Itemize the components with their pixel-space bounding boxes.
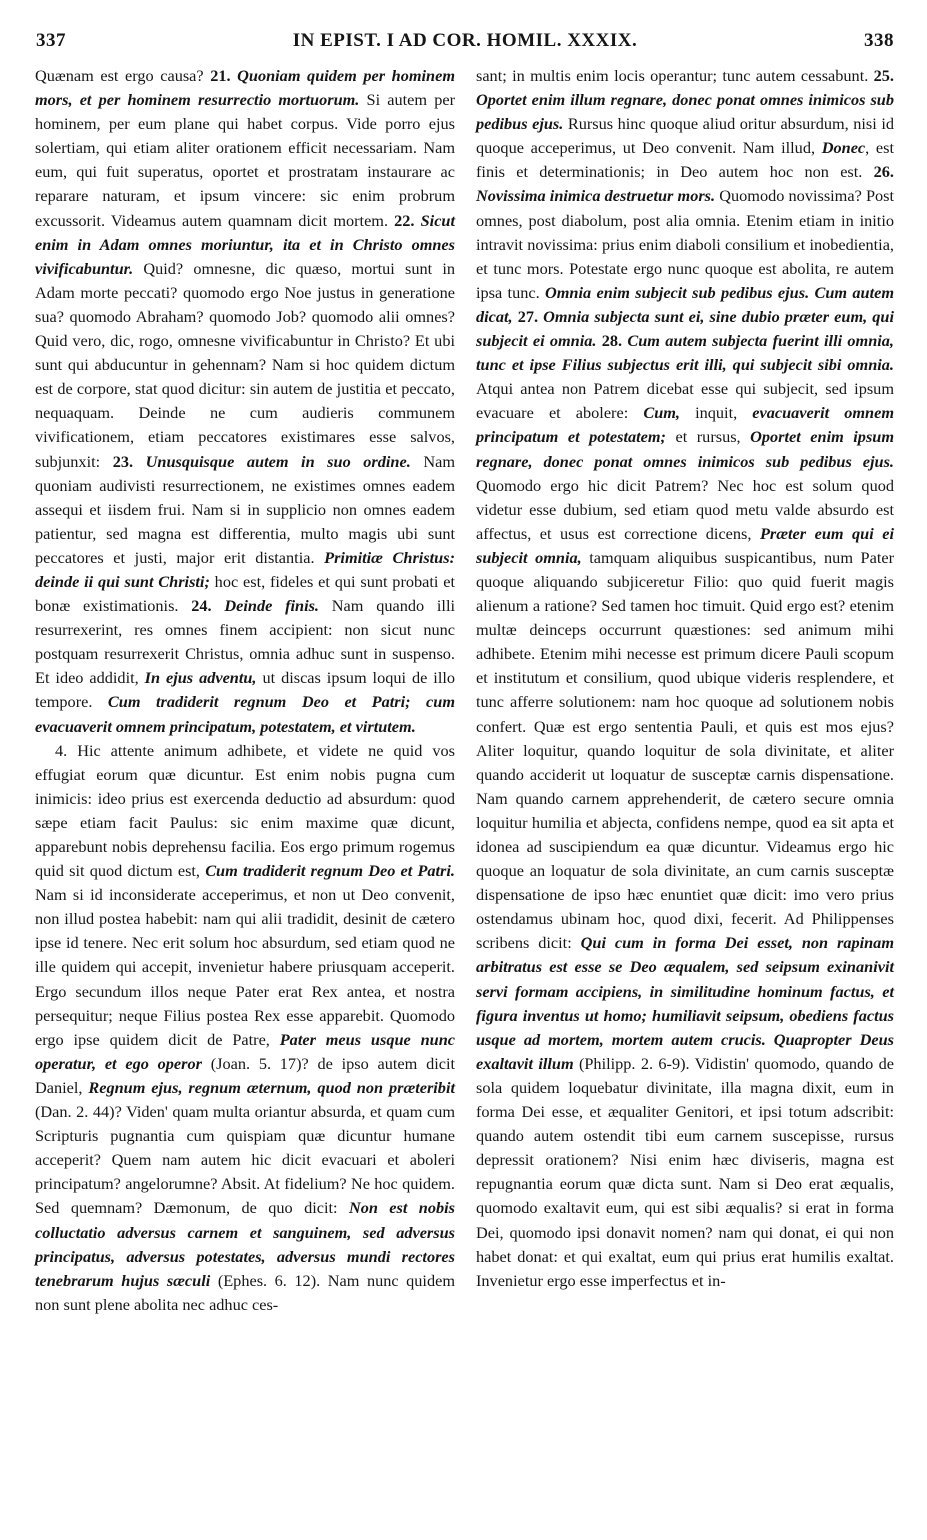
italic-quotation: Quoniam quidem per hominem mors, et per hominem resurrectio mortuorum. bbox=[35, 66, 455, 110]
verse-number: 25. bbox=[873, 66, 894, 85]
italic-quotation: Non est nobis colluctatio adversus carnem et sanguinem, sed adversus principatus, adversus potestates, adversus mundi rectores tenebrarum hujus sæculi bbox=[35, 1198, 455, 1290]
italic-quotation: Omnia enim subjecit sub pedibus ejus. Cum autem dicat, bbox=[476, 282, 894, 326]
paragraph bbox=[35, 739, 455, 1317]
verse-number: 28. bbox=[601, 331, 628, 351]
italic-quotation: Qui cum in forma Dei esset, non rapinam arbitratus est esse se Deo æqualem, sed seipsum exinanivit servi formam accipiens, in similitudine hominum factus, et figura inventus ut homo; humiliavit seipsum, obediens factus usque ad mortem, mortem autem crucis. Quapropter Deus exaltavit illum bbox=[476, 933, 894, 1073]
text-run: et rursus, bbox=[665, 427, 751, 447]
text-run: Quænam est ergo causa? bbox=[35, 66, 211, 85]
verse-number: 22. bbox=[394, 210, 421, 230]
italic-quotation: Deinde finis. bbox=[224, 596, 320, 616]
italic-quotation: Primitiæ Christus: deinde ii qui sunt Christi; bbox=[35, 547, 455, 591]
text-run: tamquam aliquibus suspicantibus, num Pater quoque aliquando subjiceretur Filio: quo quid fuerit magis alienum a ratione? Sed tamen hoc timuit. Quid ergo est? etenim multæ deinceps occurrunt quæstiones: sed animum mihi adhibete. Etenim mihi necesse est primum dicere Pauli scopum et institutum et consilium, quod ubique videris resplendere, et tunc afferre solutionem: nam hoc quoque ad solutionem nobis confert. Quæ est ergo sententia Pauli, et quis est mos ejus? Aliter loquitur, quando loquitur de sola divinitate, et aliter quando acciderit ut loquatur de susceptæ carnis dispensatione. Nam quando carnem apprehenderit, de cætero secure omnia loquitur humilia et abjecta, confidens nempe, quod ea sit apta et idonea ad suscipiendum ea quæ dicuntur. Videamus ergo hic quoque an loquatur de sola divinitate, an cum carnis susceptæ dispensatione de ipso hæc enuntiet quæ dicit: imo vero prius ostendamus ubinam hoc, quod dixi, fecerit. Ad Philippenses scribens dicit: bbox=[476, 547, 894, 953]
paragraph bbox=[35, 64, 455, 739]
running-header bbox=[36, 30, 894, 60]
italic-quotation: evacuaverit omnem principatum et potestatem; bbox=[476, 403, 894, 447]
text-run: (Joan. 5. 17)? de ipso autem dicit Daniel, bbox=[35, 1053, 456, 1097]
italic-quotation: In ejus adventu, bbox=[144, 668, 257, 688]
text-run: Atqui antea non Patrem dicebat esse qui subjecit, sed ipsum evacuare et abolere: bbox=[476, 379, 894, 423]
text-run: inquit, bbox=[680, 403, 753, 423]
verse-number: 24. bbox=[191, 596, 225, 616]
text-run: Rursus hinc quoque aliud oritur absurdum, nisi id quoque acceperimus, ut Deo convenit. Nam illud, bbox=[476, 114, 894, 158]
italic-quotation: Unusquisque autem in suo ordine. bbox=[145, 451, 411, 471]
italic-quotation: Cum, bbox=[643, 403, 680, 423]
text-run: Nam quando illi resurrexerint, res omnes finem accipient: non sicut nunc postquam resurrexerit Christus, omnia adhuc sunt in suspenso. Et ideo addidit, bbox=[35, 596, 455, 688]
text-run: (Ephes. 6. 12). Nam nunc quidem non sunt plene abolita nec adhuc ces- bbox=[35, 1270, 455, 1314]
text-run: Si autem per hominem, per eum plane qui habet corpus. Vide porro ejus solertiam, qui etiam aliter orationem efficit necessariam. Nam eum, qui fuit superatus, oportet et prostratam instaurare ac reparare naturam, et ipsum vincere: sic enim probrum excussorit. Videamus autem quamnam dicit mortem. bbox=[35, 90, 455, 230]
verse-number: 27. bbox=[517, 306, 544, 326]
text-run: Quid? omnesne, dic quæso, mortui sunt in Adam morte peccati? quomodo ergo Noe justus in generatione sua? quomodo Abraham? quomodo Job? quomodo alii omnes? Quid vero, dic, rogo, omnesne vivificabuntur in Christo? Et ubi sunt qui abducuntur in gehennam? Nam si hoc quidem dictum est de corpore, stat quod dicitur: sin autem de justitia et peccato, nequaquam. Deinde ne cum audieris communem vivificationem, etiam peccatores existimares esse salvos, subjunxit: bbox=[35, 258, 455, 471]
text-run: ut discas ipsum loqui de illo tempore. bbox=[35, 668, 456, 712]
paragraph bbox=[476, 64, 894, 1293]
italic-quotation: Præter eum qui ei subjecit omnia, bbox=[476, 523, 894, 567]
text-run: Nam quoniam audivisti resurrectionem, ne existimes omnes eadem assequi et iisdem frui. Nam si in supplicio non omnes eadem patientur, sed magna est differentia, multo magis ubi sunt peccatores et justi, major erit distantia. bbox=[35, 451, 455, 567]
verse-number: 21. bbox=[210, 66, 238, 85]
italic-quotation: Novissima inimica destruetur mors. bbox=[476, 186, 716, 206]
italic-quotation: Omnia subjecta sunt ei, sine dubio præter eum, qui subjecit ei omnia. bbox=[476, 306, 894, 351]
italic-quotation: Regnum ejus, regnum æternum, quod non præteribit bbox=[88, 1077, 455, 1097]
italic-quotation: Pater meus usque nunc operatur, et ego operor bbox=[35, 1029, 455, 1073]
text-run: hoc est, fideles et qui sunt probati et bonæ existimationis. bbox=[35, 571, 455, 616]
text-run: Quomodo ergo hic dicit Patrem? Nec hoc est solum quod videtur esse dubium, sed etiam quod metu valde absurdo est affectus, et usus est correctione dicens, bbox=[476, 475, 894, 543]
italic-quotation: Donec bbox=[821, 138, 866, 158]
text-run: sant; in multis enim locis operantur; tunc autem cessabunt. bbox=[476, 66, 874, 85]
italic-quotation: Oportet enim ipsum regnare, donec ponat omnes inimicos sub pedibus ejus. bbox=[476, 427, 895, 471]
page-number-left: 337 bbox=[36, 30, 66, 51]
italic-quotation: Cum autem subjecta fuerint illi omnia, tunc et ipse Filius subjectus erit illi, qui subjecit sibi omnia. bbox=[476, 331, 894, 375]
text-run: (Dan. 2. 44)? Viden' quam multa oriantur absurda, et quam cum Scripturis pugnantia cum quispiam quæ dicuntur humane acceperit? Quem nam autem hic dicit evacuari et aboleri principatum? angelorumne? Absit. At fidelium? Ne hoc quidem. Sed quemnam? Dæmonum, de quo dicit: bbox=[35, 1102, 455, 1218]
verse-number: 23. bbox=[112, 451, 146, 471]
italic-quotation: Oportet enim illum regnare, donec ponat omnes inimicos sub pedibus ejus. bbox=[476, 90, 894, 134]
text-run: Quomodo novissima? Post omnes, post diabolum, post alia omnia. Etenim etiam in initio intravit novissima: prius enim diaboli consilium et inobedientia, et tunc mors. Potestate ergo nunc quoque est abolita, re autem ipsa tunc. bbox=[476, 186, 895, 302]
italic-quotation: Cum tradiderit regnum Deo et Patri; cum evacuaverit omnem principatum, potestatem, et virtutem. bbox=[35, 692, 455, 736]
text-run: 4. Hic attente animum adhibete, et videte ne quid vos effugiat eorum quæ dicuntur. Est enim nobis pugna cum inimicis: ideo prius est exercenda deductio ad absurdum: quod sæpe etiam facit Paulus: sic enim maxime quæ dicunt, apparebunt nobis deprehensu facilia. Eos ergo primum rogemus quid sit quod dictum est, bbox=[35, 740, 455, 881]
italic-quotation: Sicut enim in Adam omnes moriuntur, ita et in Christo omnes vivificabuntur. bbox=[35, 210, 455, 278]
text-run: (Philipp. 2. 6-9). Vidistin' quomodo, quando de sola quidem loquebatur divinitate, illa magna dixit, eum in forma Dei esse, et æqualiter Genitori, et ipsi totum adscribit: quando autem ostendit tibi eum carnem suscepisse, rursus depressit orationem? Nisi enim hæc diviseris, magna est repugnantia eorum quæ dicta sunt. Nam si Deo erat æqualis, quomodo exaltavit eum, qui est sibi æqualis? si erat in forma Dei, quomodo ipsi donavit nomen? nam qui donat, ei qui non habet donat: et qui exaltat, eum qui prius erat humilis exaltat. Invenietur ergo esse imperfectus et in- bbox=[476, 1053, 894, 1290]
running-head-title: IN EPIST. I AD COR. HOMIL. XXXIX. bbox=[292, 30, 638, 51]
verse-number: 26. bbox=[873, 162, 894, 182]
text-run: Nam si id inconsiderate acceperimus, et non ut Deo convenit, non illud postea habebit: nam qui alii tradidit, desinit de cætero ipse id tenere. Nec erit solum hoc absurdum, sed etiam quod ne ille quidem qui accepit, invenietur habere priusquam acceperit. Ergo secundum illos neque Pater erat Rex antea, et nostra persequitur; neque Filius postea Rex esse apparebit. Quomodo ergo ipse quidem dicit de Patre, bbox=[35, 885, 455, 1049]
page-number-right: 338 bbox=[864, 30, 894, 51]
italic-quotation: Cum tradiderit regnum Deo et Patri. bbox=[205, 861, 455, 881]
right-column bbox=[476, 64, 894, 1293]
left-column bbox=[35, 64, 455, 1317]
text-run: , est finis et determinationis; in Deo autem hoc non est. bbox=[476, 138, 894, 182]
